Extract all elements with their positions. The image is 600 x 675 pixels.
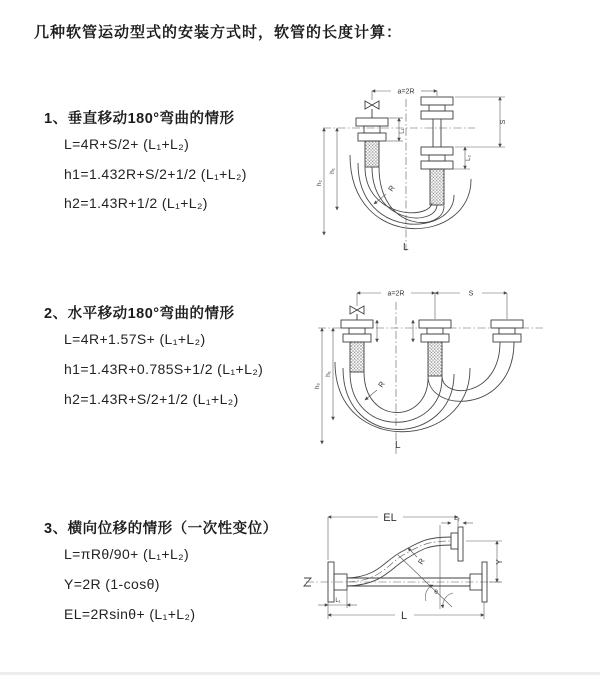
dim-label-h1: h₁ xyxy=(329,168,336,174)
dim-label-l2: L₂ xyxy=(454,516,460,522)
middle-hose-fitting xyxy=(419,320,451,376)
displaced-flange xyxy=(451,527,463,561)
angle-label: θ xyxy=(434,589,438,596)
section-3-formula-Y: Y=2R (1-cosθ) xyxy=(64,576,160,592)
dim-label-l: L xyxy=(400,610,408,622)
section-1-formula-h1: h1=1.432R+S/2+1/2 (L₁+L₂) xyxy=(64,166,247,182)
valve-icon xyxy=(350,306,364,320)
diagram-horizontal-180-bend xyxy=(313,282,598,467)
dim-label-l2: L₂ xyxy=(466,155,472,161)
dim-label-h2: h₂ xyxy=(316,179,323,187)
left-hose-fitting xyxy=(341,320,373,372)
length-label: L xyxy=(395,440,401,451)
section-2-formula-L: L=4R+1.57S+ (L₁+L₂) xyxy=(64,331,206,347)
section-2-formula-h1: h1=1.43R+0.785S+1/2 (L₁+L₂) xyxy=(64,361,264,377)
radius-label: R xyxy=(376,379,387,390)
braided-hose-section xyxy=(428,342,442,376)
dim-label-y: Y xyxy=(495,559,504,565)
braided-hose-section xyxy=(430,169,444,205)
braided-hose-section xyxy=(350,342,364,372)
dim-label-l1: L₁ xyxy=(335,598,341,604)
diagram-vertical-180-bend xyxy=(315,75,600,272)
dim-label-a2r: a=2R xyxy=(387,290,405,298)
section-3-formula-EL: EL=2Rsinθ+ (L₁+L₂) xyxy=(64,606,196,622)
radius-label: R xyxy=(416,556,427,567)
left-hose-fitting xyxy=(356,118,388,167)
dim-label-h1: h₁ xyxy=(325,371,332,377)
page-title: 几种软管运动型式的安装方式时，软管的长度计算： xyxy=(34,24,403,41)
section-1-formula-h2: h2=1.43R+1/2 (L₁+L₂) xyxy=(64,195,208,211)
right-hose-fitting-lower xyxy=(421,147,453,205)
braided-hose-section xyxy=(365,141,379,167)
dim-label-h2: h₂ xyxy=(314,382,321,390)
dim-label-el: EL xyxy=(383,512,397,524)
dim-label-s: S xyxy=(500,119,507,125)
length-label: L xyxy=(403,242,409,253)
radius-label: R xyxy=(386,183,397,194)
right-hose-fitting xyxy=(491,320,523,342)
dim-label-s: S xyxy=(468,290,474,298)
section-1-formula-L: L=4R+S/2+ (L₁+L₂) xyxy=(64,136,190,152)
valve-icon xyxy=(365,101,379,118)
section-3-heading: 3、横向位移的情形（一次性变位） xyxy=(44,521,278,537)
dim-label-a2r: a=2R xyxy=(397,88,415,96)
right-hose-fitting-upper xyxy=(421,97,453,147)
diagram-lateral-displacement xyxy=(300,497,600,672)
section-2-formula-h2: h2=1.43R+S/2+1/2 (L₁+L₂) xyxy=(64,391,239,407)
displaced-hose-curve xyxy=(347,537,451,586)
dim-label-l1: L₁ xyxy=(399,128,406,134)
section-2-heading: 2、水平移动180°弯曲的情形 xyxy=(44,306,235,322)
section-3-formula-L: L=πRθ/90+ (L₁+L₂) xyxy=(64,546,190,562)
section-1-heading: 1、垂直移动180°弯曲的情形 xyxy=(44,111,235,127)
